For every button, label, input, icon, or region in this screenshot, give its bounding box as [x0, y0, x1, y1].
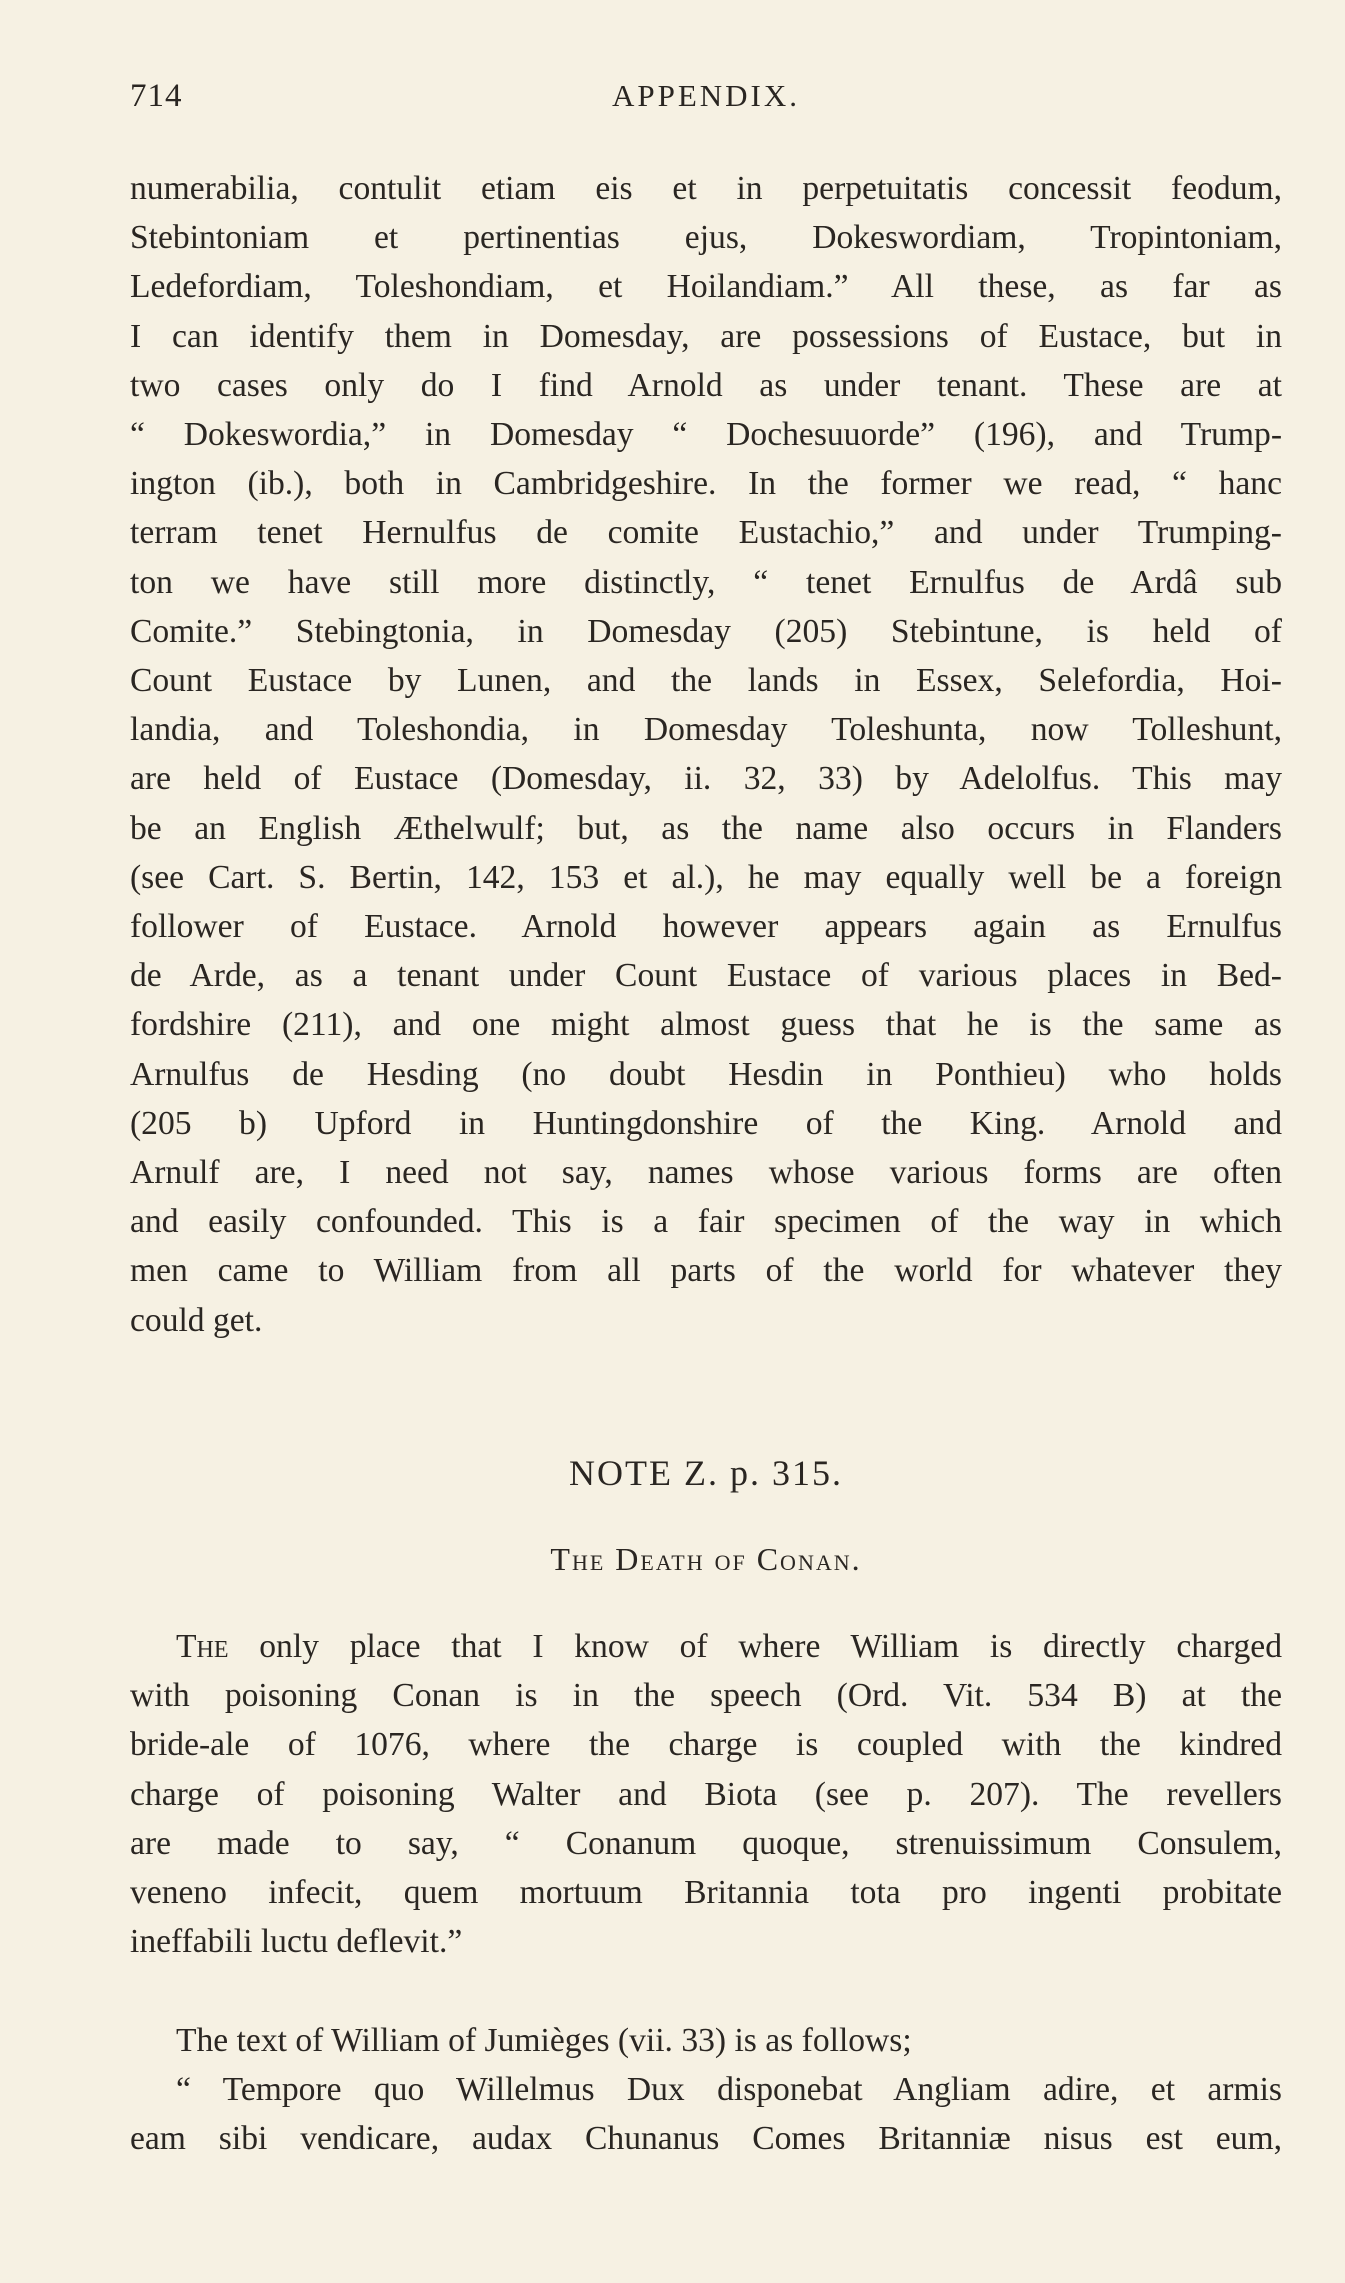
text-line: numerabilia, contulit etiam eis et in perpetuitatis concessit feodum, — [130, 170, 1282, 207]
text-line: with poisoning Conan is in the speech (Ord. Vit. 534 B) at the — [130, 1677, 1282, 1715]
running-head — [130, 78, 1282, 128]
text-line-rest: only place that I know of where William is directly charged — [228, 1628, 1282, 1665]
note-subheading: The Death of Conan. — [550, 1541, 862, 1577]
paragraph-note-body — [130, 1622, 1282, 1966]
text-line: be an English Æthelwulf; but, as the name also occurs in Flanders — [130, 809, 1282, 847]
text-line: Count Eustace by Lunen, and the lands in Essex, Selefordia, Hoi- — [130, 662, 1282, 700]
text-line: (see Cart. S. Bertin, 142, 153 et al.), he may equally well be a foreign — [130, 858, 1282, 896]
text-line: ington (ib.), both in Cambridgeshire. In the former we read, “ hanc — [130, 465, 1282, 503]
paragraph-continued — [130, 164, 1282, 1345]
text-line: ineffabili luctu deflevit.” — [130, 1923, 463, 1961]
text-line: charge of poisoning Walter and Biota (see p. 207). The revellers — [130, 1775, 1282, 1813]
text-line: Arnulf are, I need not say, names whose various forms are often — [130, 1154, 1282, 1192]
text-line: veneno infecit, quem mortuum Britannia tota pro ingenti probitate — [130, 1874, 1282, 1912]
text-line: terram tenet Hernulfus de comite Eustachio,” and under Trumping- — [130, 514, 1282, 552]
text-line: bride-ale of 1076, where the charge is coupled with the kindred — [130, 1726, 1282, 1764]
text-line: and easily confounded. This is a fair specimen of the way in which — [130, 1203, 1282, 1241]
text-line: follower of Eustace. Arnold however appears again as Ernulfus — [130, 908, 1282, 946]
text-line: are held of Eustace (Domesday, ii. 32, 33) by Adelolfus. This may — [130, 760, 1282, 798]
text-line: Stebintoniam et pertinentias ejus, Dokeswordiam, Tropintoniam, — [130, 219, 1282, 257]
text-line: could get. — [130, 1301, 263, 1339]
lead-word: The — [176, 1628, 229, 1665]
text-line: Arnulfus de Hesding (no doubt Hesdin in Ponthieu) who holds — [130, 1055, 1282, 1093]
text-line: men came to William from all parts of the world for whatever they — [130, 1252, 1282, 1290]
text-line: two cases only do I find Arnold as under tenant. These are at — [130, 366, 1282, 404]
note-heading: NOTE Z. p. 315. — [569, 1453, 843, 1493]
text-line: de Arde, as a tenant under Count Eustace of various places in Bed- — [130, 957, 1282, 995]
text-line: fordshire (211), and one might almost guess that he is the same as — [130, 1006, 1282, 1044]
text-line: The text of William of Jumièges (vii. 33) is as follows; — [176, 2022, 912, 2059]
running-title: APPENDIX. — [611, 78, 801, 113]
page-number: 714 — [130, 78, 183, 114]
text-line: Comite.” Stebingtonia, in Domesday (205) Stebintune, is held of — [130, 612, 1282, 650]
text-line: “ Tempore quo Willelmus Dux disponebat Angliam adire, et armis — [176, 2071, 1282, 2109]
text-line — [130, 1622, 1282, 1671]
paragraph-quotation — [130, 2016, 1282, 2164]
text-line: are made to say, “ Conanum quoque, strenuissimum Consulem, — [130, 1824, 1282, 1862]
text-line: ton we have still more distinctly, “ tenet Ernulfus de Ardâ sub — [130, 563, 1282, 601]
text-line: I can identify them in Domesday, are possessions of Eustace, but in — [130, 317, 1282, 355]
text-line: “ Dokeswordia,” in Domesday “ Dochesuuorde” (196), and Trump- — [130, 416, 1282, 454]
text-line: (205 b) Upford in Huntingdonshire of the King. Arnold and — [130, 1104, 1282, 1142]
text-line: eam sibi vendicare, audax Chunanus Comes Britanniæ nisus est eum, — [130, 2120, 1282, 2158]
text-line: Ledefordiam, Toleshondiam, et Hoilandiam.” All these, as far as — [130, 268, 1282, 306]
text-line: landia, and Toleshondia, in Domesday Toleshunta, now Tolleshunt, — [130, 711, 1282, 749]
